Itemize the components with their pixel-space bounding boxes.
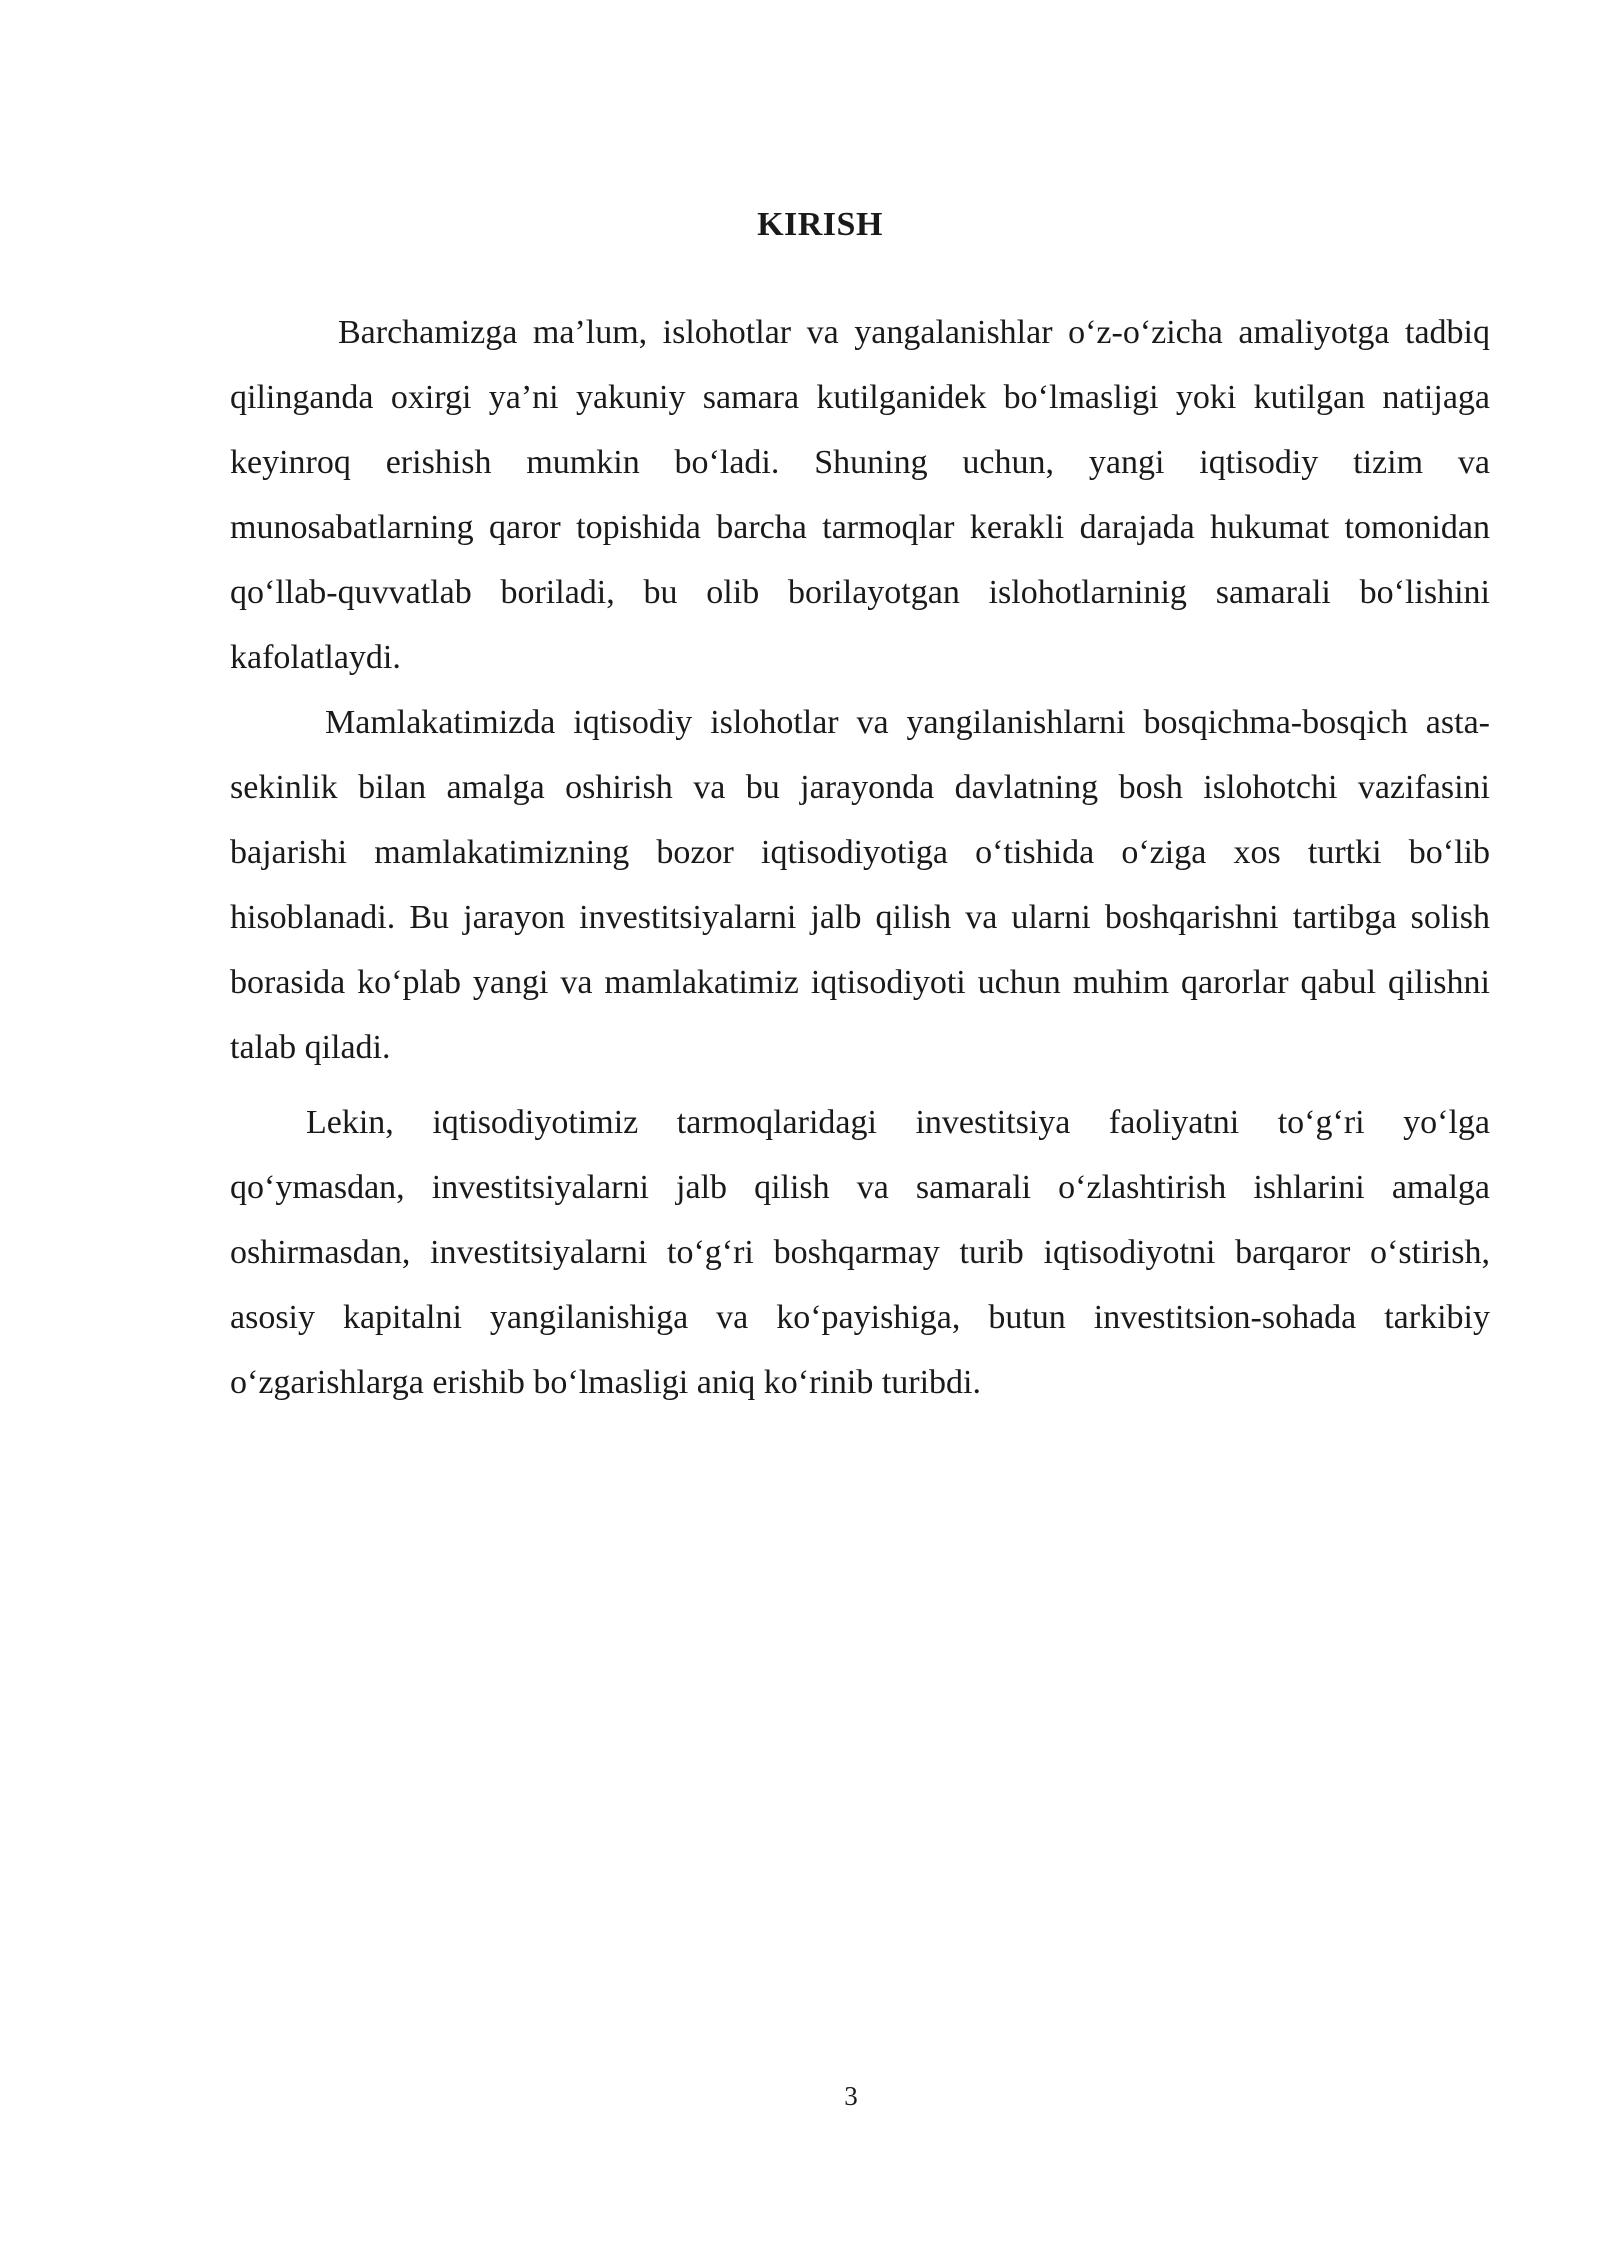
body-text xyxy=(230,300,1490,1415)
page-title: KIRISH xyxy=(757,206,883,243)
paragraph-2: Mamlakatimizda iqtisodiy islohotlar va yangilanishlarni bosqichma-bosqich asta-sekinlik bilan amalga oshirish va bu jarayonda davlatning bosh islohotchi vazifasini bajarishi mamlakatimizning bozor iqtisodiyotiga o‘tishida o‘ziga xos turtki bo‘lib hisoblanadi. Bu jarayon investitsiyalarni jalb qilish va ularni boshqarishni tartibga solish borasida ko‘plab yangi va mamlakatimiz iqtisodiyoti uchun muhim qarorlar qabul qilishni talab qiladi. xyxy=(230,704,1490,1066)
page-number: 3 xyxy=(844,2081,858,2111)
paragraph-3: Lekin, iqtisodiyotimiz tarmoqlaridagi investitsiya faoliyatni to‘g‘ri yo‘lga qo‘ymasdan, investitsiyalarni jalb qilish va samarali o‘zlashtirish ishlarini amalga oshirmasdan, investitsiyalarni to‘g‘ri boshqarmay turib iqtisodiyotni barqaror o‘stirish, asosiy kapitalni yangilanishiga va ko‘payishiga, butun investitsion-sohada tarkibiy o‘zgarishlarga erishib bo‘lmasligi aniq ko‘rinib turibdi. xyxy=(230,1104,1490,1401)
paragraph-1: Barchamizga ma’lum, islohotlar va yangalanishlar o‘z-o‘zicha amaliyotga tadbiq qilinganda oxirgi ya’ni yakuniy samara kutilganidek bo‘lmasligi yoki kutilgan natijaga keyinroq erishish mumkin bo‘ladi. Shuning uchun, yangi iqtisodiy tizim va munosabatlarning qaror topishida barcha tarmoqlar kerakli darajada hukumat tomonidan qo‘llab-quvvatlab boriladi, bu olib borilayotgan islohotlarninig samarali bo‘lishini kafolatlaydi. xyxy=(230,314,1490,676)
